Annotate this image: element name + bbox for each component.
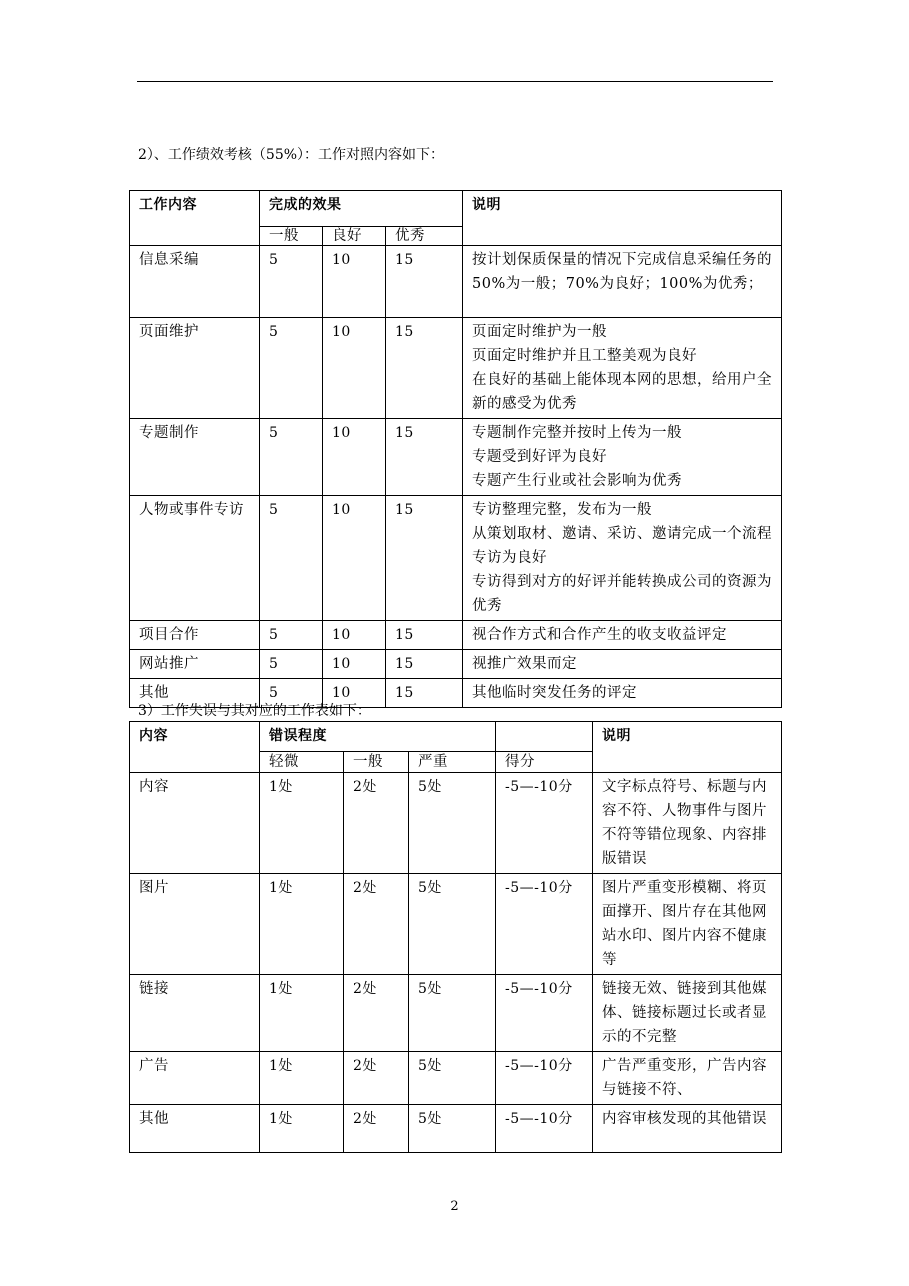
- header-score: 得分: [496, 752, 593, 773]
- row-note: 广告严重变形，广告内容与链接不符、: [593, 1052, 782, 1105]
- row-minor: 1处: [260, 773, 344, 874]
- row-serious: 5处: [409, 874, 496, 975]
- header-effect: 完成的效果: [260, 191, 463, 227]
- error-table: [129, 721, 782, 1153]
- row-item: 网站推广: [130, 650, 260, 679]
- row-minor: 1处: [260, 1052, 344, 1105]
- note-line: 专访整理完整，发布为一般: [472, 502, 652, 518]
- row-score: -5—-10分: [496, 1052, 593, 1105]
- row-item: 人物或事件专访: [130, 496, 260, 621]
- row-good-score: 10: [323, 679, 386, 708]
- row-note: [463, 621, 782, 650]
- row-good-score: 10: [323, 650, 386, 679]
- note-line: 在良好的基础上能体现本网的思想，给用户全新的感受为优秀: [472, 372, 772, 412]
- row-item: 链接: [130, 975, 260, 1052]
- row-general-score: 5: [260, 679, 323, 708]
- row-score: -5—-10分: [496, 874, 593, 975]
- note-line: 视推广效果而定: [472, 656, 577, 672]
- row-item: 其他: [130, 1105, 260, 1153]
- row-item: 其他: [130, 679, 260, 708]
- row-score: -5—-10分: [496, 773, 593, 874]
- section-3-title: 3）工作失误与其对应的工作表如下：: [138, 703, 371, 719]
- note-line: 专访得到对方的好评并能转换成公司的资源为优秀: [472, 574, 772, 614]
- row-good-score: 10: [323, 496, 386, 621]
- row-minor: 1处: [260, 874, 344, 975]
- row-excellent-score: 15: [386, 621, 463, 650]
- note-line: 专题受到好评为良好: [472, 449, 607, 465]
- note-line: 视合作方式和合作产生的收支收益评定: [472, 627, 727, 643]
- table-row: [130, 773, 782, 874]
- row-excellent-score: 15: [386, 246, 463, 318]
- row-item: 专题制作: [130, 419, 260, 496]
- row-general-score: 5: [260, 496, 323, 621]
- row-good-score: 10: [323, 246, 386, 318]
- header-note: 说明: [463, 191, 782, 246]
- row-excellent-score: 15: [386, 679, 463, 708]
- row-note: [463, 496, 782, 621]
- note-line: 专题产生行业或社会影响为优秀: [472, 473, 682, 489]
- table-row: [130, 975, 782, 1052]
- row-item: 页面维护: [130, 318, 260, 419]
- row-general: 2处: [344, 874, 409, 975]
- row-serious: 5处: [409, 773, 496, 874]
- note-line: 页面定时维护为一般: [472, 324, 607, 340]
- row-excellent-score: 15: [386, 419, 463, 496]
- row-general: 2处: [344, 1105, 409, 1153]
- table-row: [130, 1105, 782, 1153]
- header-content: 内容: [130, 722, 260, 773]
- row-serious: 5处: [409, 1052, 496, 1105]
- row-note: [463, 679, 782, 708]
- row-general-score: 5: [260, 246, 323, 318]
- row-item: 图片: [130, 874, 260, 975]
- table-row: [130, 246, 782, 318]
- header-degree: 错误程度: [260, 722, 496, 752]
- row-item: 信息采编: [130, 246, 260, 318]
- note-line: 专题制作完整并按时上传为一般: [472, 425, 682, 441]
- row-item: 内容: [130, 773, 260, 874]
- row-general: 2处: [344, 1052, 409, 1105]
- row-general-score: 5: [260, 621, 323, 650]
- row-serious: 5处: [409, 975, 496, 1052]
- row-minor: 1处: [260, 1105, 344, 1153]
- row-general: 2处: [344, 773, 409, 874]
- table-row: [130, 650, 782, 679]
- row-general-score: 5: [260, 650, 323, 679]
- row-score: -5—-10分: [496, 1105, 593, 1153]
- row-serious: 5处: [409, 1105, 496, 1153]
- header-rule: [137, 81, 773, 82]
- header-general: 一般: [260, 227, 323, 246]
- row-note: 图片严重变形模糊、将页面撑开、图片存在其他网站水印、图片内容不健康等: [593, 874, 782, 975]
- row-note: 内容审核发现的其他错误: [593, 1105, 782, 1153]
- table-row: [130, 874, 782, 975]
- header-minor: 轻微: [260, 752, 344, 773]
- header-good: 良好: [323, 227, 386, 246]
- row-item: 项目合作: [130, 621, 260, 650]
- row-general-score: 5: [260, 419, 323, 496]
- row-excellent-score: 15: [386, 318, 463, 419]
- row-minor: 1处: [260, 975, 344, 1052]
- row-note: 链接无效、链接到其他媒体、链接标题过长或者显示的不完整: [593, 975, 782, 1052]
- header-work-content: 工作内容: [130, 191, 260, 246]
- header-general: 一般: [344, 752, 409, 773]
- row-good-score: 10: [323, 419, 386, 496]
- header-serious: 严重: [409, 752, 496, 773]
- row-good-score: 10: [323, 318, 386, 419]
- row-score: -5—-10分: [496, 975, 593, 1052]
- row-note: 文字标点符号、标题与内容不符、人物事件与图片不符等错位现象、内容排版错误: [593, 773, 782, 874]
- row-note: [463, 650, 782, 679]
- note-line: 从策划取材、邀请、采访、邀请完成一个流程专访为良好: [472, 526, 772, 566]
- row-general-score: 5: [260, 318, 323, 419]
- page-number: 2: [450, 1199, 459, 1214]
- note-line: 按计划保质保量的情况下完成信息采编任务的50%为一般；70%为良好；100%为优秀；: [472, 252, 772, 292]
- performance-table: [129, 190, 782, 708]
- row-note: [463, 246, 782, 318]
- note-line: 页面定时维护并且工整美观为良好: [472, 348, 697, 364]
- row-good-score: 10: [323, 621, 386, 650]
- section-2-title: 2）、工作绩效考核（55%）：工作对照内容如下：: [138, 147, 445, 163]
- table-row: [130, 496, 782, 621]
- header-note: 说明: [593, 722, 782, 773]
- row-note: [463, 318, 782, 419]
- table-row: [130, 1052, 782, 1105]
- table-row: [130, 419, 782, 496]
- row-excellent-score: 15: [386, 650, 463, 679]
- table-row: [130, 318, 782, 419]
- header-excellent: 优秀: [386, 227, 463, 246]
- header-empty: [496, 722, 593, 752]
- row-note: [463, 419, 782, 496]
- row-general: 2处: [344, 975, 409, 1052]
- table-row: [130, 621, 782, 650]
- note-line: 其他临时突发任务的评定: [472, 685, 637, 701]
- row-excellent-score: 15: [386, 496, 463, 621]
- row-item: 广告: [130, 1052, 260, 1105]
